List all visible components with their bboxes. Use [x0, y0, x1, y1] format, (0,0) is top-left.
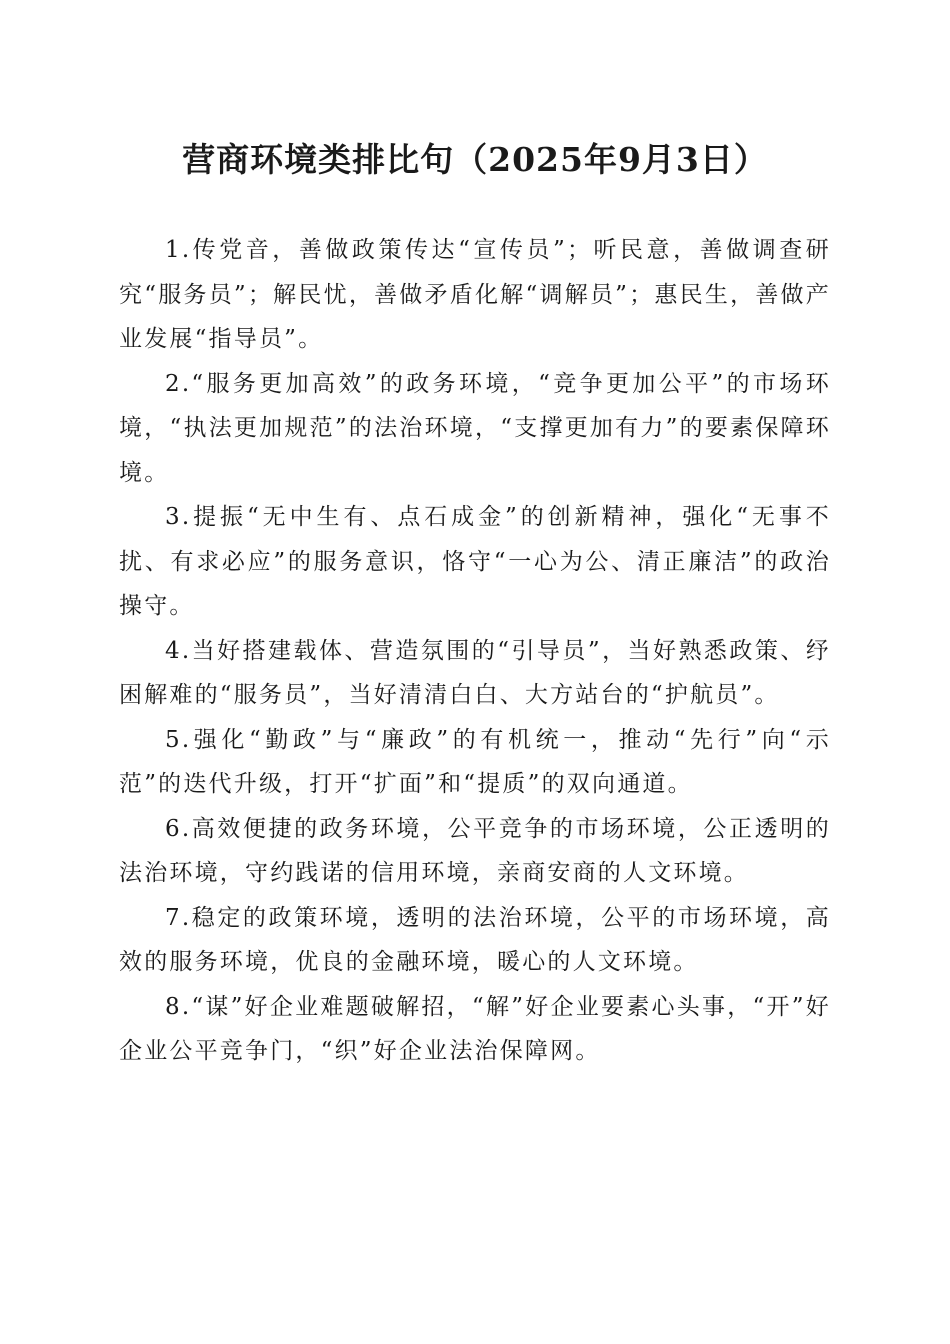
paragraph-4: 4.当好搭建载体、营造氛围的“引导员”，当好熟悉政策、纾困解难的“服务员”，当好清清白白、大方站台的“护航员”。	[119, 637, 831, 708]
paragraph-3: 3.提振“无中生有、点石成金”的创新精神，强化“无事不扰、有求必应”的服务意识，恪守“一心为公、清正廉洁”的政治操守。	[119, 504, 831, 619]
document-title: 营商环境类排比句（2025年9月3日）	[182, 140, 768, 179]
paragraph-6: 6.高效便捷的政务环境，公平竞争的市场环境，公正透明的法治环境，守约践诺的信用环境，亲商安商的人文环境。	[119, 815, 831, 886]
paragraph-7: 7.稳定的政策环境，透明的法治环境，公平的市场环境，高效的服务环境，优良的金融环境，暖心的人文环境。	[119, 904, 831, 975]
paragraph-8: 8.“谋”好企业难题破解招，“解”好企业要素心头事，“开”好企业公平竞争门，“织”好企业法治保障网。	[119, 993, 831, 1064]
paragraph-2: 2.“服务更加高效”的政务环境，“竞争更加公平”的市场环境，“执法更加规范”的法治环境，“支撑更加有力”的要素保障环境。	[119, 370, 831, 486]
paragraph-5: 5.强化“勤政”与“廉政”的有机统一，推动“先行”向“示范”的迭代升级，打开“扩面”和“提质”的双向通道。	[119, 726, 831, 797]
document-body	[119, 228, 831, 1074]
paragraph-1: 1.传党音，善做政策传达“宣传员”；听民意，善做调查研究“服务员”；解民忧，善做矛盾化解“调解员”；惠民生，善做产业发展“指导员”。	[119, 237, 831, 352]
